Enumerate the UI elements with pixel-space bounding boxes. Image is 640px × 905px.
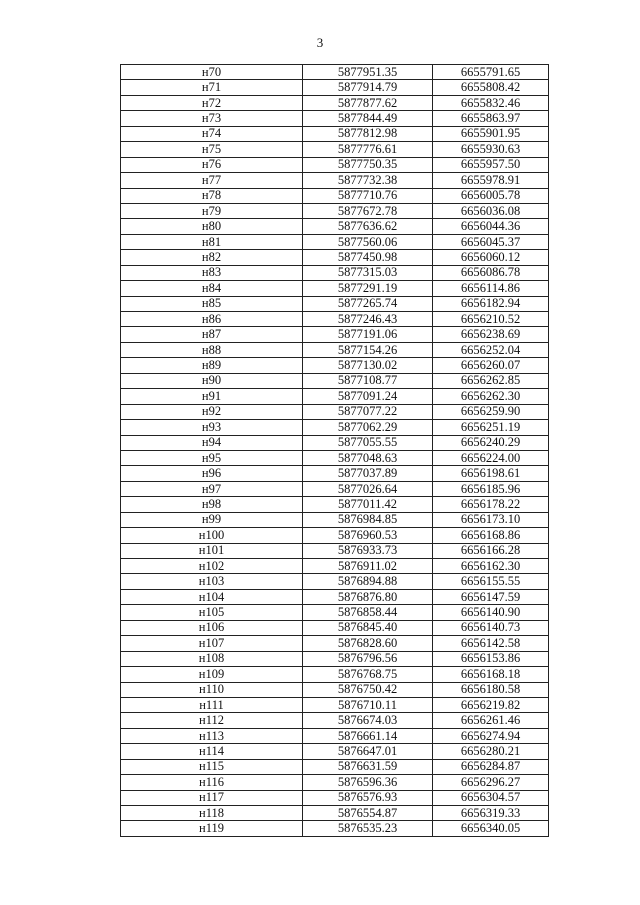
- point-name-cell: н92: [121, 404, 303, 419]
- x-coordinate-cell: 5877672.78: [303, 203, 433, 218]
- x-coordinate-cell: 5876647.01: [303, 744, 433, 759]
- table-row: [121, 728, 549, 743]
- table-row: [121, 806, 549, 821]
- x-coordinate-cell: 5877091.24: [303, 389, 433, 404]
- table-row: [121, 790, 549, 805]
- x-coordinate-cell: 5876828.60: [303, 636, 433, 651]
- x-coordinate-cell: 5877130.02: [303, 358, 433, 373]
- table-row: [121, 481, 549, 496]
- x-coordinate-cell: 5877191.06: [303, 327, 433, 342]
- point-name-cell: н106: [121, 620, 303, 635]
- table-row: [121, 281, 549, 296]
- point-name-cell: н104: [121, 589, 303, 604]
- y-coordinate-cell: 6656168.86: [433, 528, 549, 543]
- point-name-cell: н88: [121, 342, 303, 357]
- point-name-cell: н72: [121, 95, 303, 110]
- y-coordinate-cell: 6656280.21: [433, 744, 549, 759]
- y-coordinate-cell: 6656284.87: [433, 759, 549, 774]
- x-coordinate-cell: 5877951.35: [303, 65, 433, 80]
- y-coordinate-cell: 6656296.27: [433, 775, 549, 790]
- point-name-cell: н103: [121, 574, 303, 589]
- x-coordinate-cell: 5877062.29: [303, 420, 433, 435]
- coordinates-table: [120, 64, 549, 837]
- point-name-cell: н116: [121, 775, 303, 790]
- x-coordinate-cell: 5876984.85: [303, 512, 433, 527]
- point-name-cell: н85: [121, 296, 303, 311]
- x-coordinate-cell: 5876911.02: [303, 559, 433, 574]
- table-row: [121, 219, 549, 234]
- table-row: [121, 697, 549, 712]
- y-coordinate-cell: 6656210.52: [433, 312, 549, 327]
- table-row: [121, 636, 549, 651]
- table-row: [121, 821, 549, 836]
- table-row: [121, 358, 549, 373]
- point-name-cell: н90: [121, 373, 303, 388]
- point-name-cell: н84: [121, 281, 303, 296]
- point-name-cell: н81: [121, 234, 303, 249]
- x-coordinate-cell: 5877750.35: [303, 157, 433, 172]
- y-coordinate-cell: 6656274.94: [433, 728, 549, 743]
- point-name-cell: н89: [121, 358, 303, 373]
- x-coordinate-cell: 5877710.76: [303, 188, 433, 203]
- y-coordinate-cell: 6656219.82: [433, 697, 549, 712]
- y-coordinate-cell: 6655808.42: [433, 80, 549, 95]
- x-coordinate-cell: 5876535.23: [303, 821, 433, 836]
- table-row: [121, 65, 549, 80]
- y-coordinate-cell: 6656114.86: [433, 281, 549, 296]
- table-row: [121, 404, 549, 419]
- table-row: [121, 389, 549, 404]
- y-coordinate-cell: 6656252.04: [433, 342, 549, 357]
- table-row: [121, 744, 549, 759]
- x-coordinate-cell: 5877246.43: [303, 312, 433, 327]
- point-name-cell: н111: [121, 697, 303, 712]
- x-coordinate-cell: 5876894.88: [303, 574, 433, 589]
- table-row: [121, 111, 549, 126]
- x-coordinate-cell: 5876960.53: [303, 528, 433, 543]
- y-coordinate-cell: 6655930.63: [433, 142, 549, 157]
- table-row: [121, 234, 549, 249]
- table-row: [121, 667, 549, 682]
- y-coordinate-cell: 6656045.37: [433, 234, 549, 249]
- table-row: [121, 142, 549, 157]
- y-coordinate-cell: 6655978.91: [433, 173, 549, 188]
- x-coordinate-cell: 5876858.44: [303, 605, 433, 620]
- point-name-cell: н101: [121, 543, 303, 558]
- table-row: [121, 188, 549, 203]
- y-coordinate-cell: 6656251.19: [433, 420, 549, 435]
- table-row: [121, 512, 549, 527]
- y-coordinate-cell: 6656198.61: [433, 466, 549, 481]
- table-row: [121, 296, 549, 311]
- point-name-cell: н107: [121, 636, 303, 651]
- y-coordinate-cell: 6656060.12: [433, 250, 549, 265]
- point-name-cell: н71: [121, 80, 303, 95]
- point-name-cell: н74: [121, 126, 303, 141]
- x-coordinate-cell: 5877560.06: [303, 234, 433, 249]
- table-row: [121, 775, 549, 790]
- y-coordinate-cell: 6656240.29: [433, 435, 549, 450]
- y-coordinate-cell: 6656261.46: [433, 713, 549, 728]
- point-name-cell: н82: [121, 250, 303, 265]
- y-coordinate-cell: 6656173.10: [433, 512, 549, 527]
- y-coordinate-cell: 6656238.69: [433, 327, 549, 342]
- coordinates-table-body: [121, 65, 549, 837]
- point-name-cell: н95: [121, 450, 303, 465]
- x-coordinate-cell: 5877812.98: [303, 126, 433, 141]
- point-name-cell: н114: [121, 744, 303, 759]
- x-coordinate-cell: 5876750.42: [303, 682, 433, 697]
- table-row: [121, 373, 549, 388]
- x-coordinate-cell: 5877315.03: [303, 265, 433, 280]
- point-name-cell: н97: [121, 481, 303, 496]
- table-row: [121, 250, 549, 265]
- point-name-cell: н73: [121, 111, 303, 126]
- table-row: [121, 682, 549, 697]
- y-coordinate-cell: 6656166.28: [433, 543, 549, 558]
- table-row: [121, 559, 549, 574]
- y-coordinate-cell: 6656182.94: [433, 296, 549, 311]
- y-coordinate-cell: 6656340.05: [433, 821, 549, 836]
- y-coordinate-cell: 6656168.18: [433, 667, 549, 682]
- y-coordinate-cell: 6656044.36: [433, 219, 549, 234]
- y-coordinate-cell: 6656140.90: [433, 605, 549, 620]
- point-name-cell: н99: [121, 512, 303, 527]
- x-coordinate-cell: 5877291.19: [303, 281, 433, 296]
- table-row: [121, 342, 549, 357]
- table-row: [121, 173, 549, 188]
- point-name-cell: н77: [121, 173, 303, 188]
- x-coordinate-cell: 5877844.49: [303, 111, 433, 126]
- x-coordinate-cell: 5876796.56: [303, 651, 433, 666]
- point-name-cell: н80: [121, 219, 303, 234]
- point-name-cell: н91: [121, 389, 303, 404]
- x-coordinate-cell: 5876554.87: [303, 806, 433, 821]
- y-coordinate-cell: 6656260.07: [433, 358, 549, 373]
- x-coordinate-cell: 5877055.55: [303, 435, 433, 450]
- y-coordinate-cell: 6656142.58: [433, 636, 549, 651]
- point-name-cell: н86: [121, 312, 303, 327]
- point-name-cell: н96: [121, 466, 303, 481]
- point-name-cell: н109: [121, 667, 303, 682]
- table-row: [121, 420, 549, 435]
- point-name-cell: н119: [121, 821, 303, 836]
- y-coordinate-cell: 6656036.08: [433, 203, 549, 218]
- y-coordinate-cell: 6655832.46: [433, 95, 549, 110]
- x-coordinate-cell: 5876631.59: [303, 759, 433, 774]
- point-name-cell: н93: [121, 420, 303, 435]
- table-row: [121, 713, 549, 728]
- point-name-cell: н83: [121, 265, 303, 280]
- point-name-cell: н100: [121, 528, 303, 543]
- point-name-cell: н98: [121, 497, 303, 512]
- y-coordinate-cell: 6655957.50: [433, 157, 549, 172]
- y-coordinate-cell: 6656178.22: [433, 497, 549, 512]
- y-coordinate-cell: 6656147.59: [433, 589, 549, 604]
- table-row: [121, 605, 549, 620]
- table-row: [121, 126, 549, 141]
- x-coordinate-cell: 5877037.89: [303, 466, 433, 481]
- table-row: [121, 759, 549, 774]
- x-coordinate-cell: 5876876.80: [303, 589, 433, 604]
- x-coordinate-cell: 5876596.36: [303, 775, 433, 790]
- y-coordinate-cell: 6656262.85: [433, 373, 549, 388]
- point-name-cell: н87: [121, 327, 303, 342]
- table-row: [121, 651, 549, 666]
- point-name-cell: н79: [121, 203, 303, 218]
- y-coordinate-cell: 6656086.78: [433, 265, 549, 280]
- y-coordinate-cell: 6656224.00: [433, 450, 549, 465]
- table-row: [121, 589, 549, 604]
- y-coordinate-cell: 6656180.58: [433, 682, 549, 697]
- x-coordinate-cell: 5877636.62: [303, 219, 433, 234]
- table-row: [121, 620, 549, 635]
- point-name-cell: н78: [121, 188, 303, 203]
- y-coordinate-cell: 6656162.30: [433, 559, 549, 574]
- point-name-cell: н102: [121, 559, 303, 574]
- y-coordinate-cell: 6656153.86: [433, 651, 549, 666]
- table-row: [121, 95, 549, 110]
- x-coordinate-cell: 5877011.42: [303, 497, 433, 512]
- table-row: [121, 80, 549, 95]
- x-coordinate-cell: 5877877.62: [303, 95, 433, 110]
- page-number: 3: [316, 35, 324, 50]
- table-row: [121, 497, 549, 512]
- point-name-cell: н118: [121, 806, 303, 821]
- table-row: [121, 312, 549, 327]
- y-coordinate-cell: 6656319.33: [433, 806, 549, 821]
- y-coordinate-cell: 6656259.90: [433, 404, 549, 419]
- y-coordinate-cell: 6655791.65: [433, 65, 549, 80]
- table-row: [121, 543, 549, 558]
- x-coordinate-cell: 5877776.61: [303, 142, 433, 157]
- point-name-cell: н70: [121, 65, 303, 80]
- x-coordinate-cell: 5877265.74: [303, 296, 433, 311]
- y-coordinate-cell: 6656140.73: [433, 620, 549, 635]
- y-coordinate-cell: 6656005.78: [433, 188, 549, 203]
- x-coordinate-cell: 5876674.03: [303, 713, 433, 728]
- point-name-cell: н94: [121, 435, 303, 450]
- x-coordinate-cell: 5877108.77: [303, 373, 433, 388]
- table-row: [121, 327, 549, 342]
- table-row: [121, 450, 549, 465]
- x-coordinate-cell: 5877914.79: [303, 80, 433, 95]
- table-row: [121, 265, 549, 280]
- point-name-cell: н115: [121, 759, 303, 774]
- x-coordinate-cell: 5876933.73: [303, 543, 433, 558]
- y-coordinate-cell: 6656304.57: [433, 790, 549, 805]
- y-coordinate-cell: 6656155.55: [433, 574, 549, 589]
- table-row: [121, 574, 549, 589]
- y-coordinate-cell: 6655863.97: [433, 111, 549, 126]
- table-row: [121, 435, 549, 450]
- y-coordinate-cell: 6656262.30: [433, 389, 549, 404]
- x-coordinate-cell: 5877732.38: [303, 173, 433, 188]
- x-coordinate-cell: 5876768.75: [303, 667, 433, 682]
- y-coordinate-cell: 6655901.95: [433, 126, 549, 141]
- x-coordinate-cell: 5876576.93: [303, 790, 433, 805]
- x-coordinate-cell: 5877026.64: [303, 481, 433, 496]
- point-name-cell: н113: [121, 728, 303, 743]
- point-name-cell: н76: [121, 157, 303, 172]
- point-name-cell: н75: [121, 142, 303, 157]
- x-coordinate-cell: 5877048.63: [303, 450, 433, 465]
- y-coordinate-cell: 6656185.96: [433, 481, 549, 496]
- table-row: [121, 203, 549, 218]
- x-coordinate-cell: 5877154.26: [303, 342, 433, 357]
- x-coordinate-cell: 5877450.98: [303, 250, 433, 265]
- table-row: [121, 528, 549, 543]
- x-coordinate-cell: 5877077.22: [303, 404, 433, 419]
- point-name-cell: н112: [121, 713, 303, 728]
- x-coordinate-cell: 5876710.11: [303, 697, 433, 712]
- x-coordinate-cell: 5876845.40: [303, 620, 433, 635]
- point-name-cell: н110: [121, 682, 303, 697]
- table-row: [121, 466, 549, 481]
- point-name-cell: н117: [121, 790, 303, 805]
- point-name-cell: н105: [121, 605, 303, 620]
- point-name-cell: н108: [121, 651, 303, 666]
- x-coordinate-cell: 5876661.14: [303, 728, 433, 743]
- table-row: [121, 157, 549, 172]
